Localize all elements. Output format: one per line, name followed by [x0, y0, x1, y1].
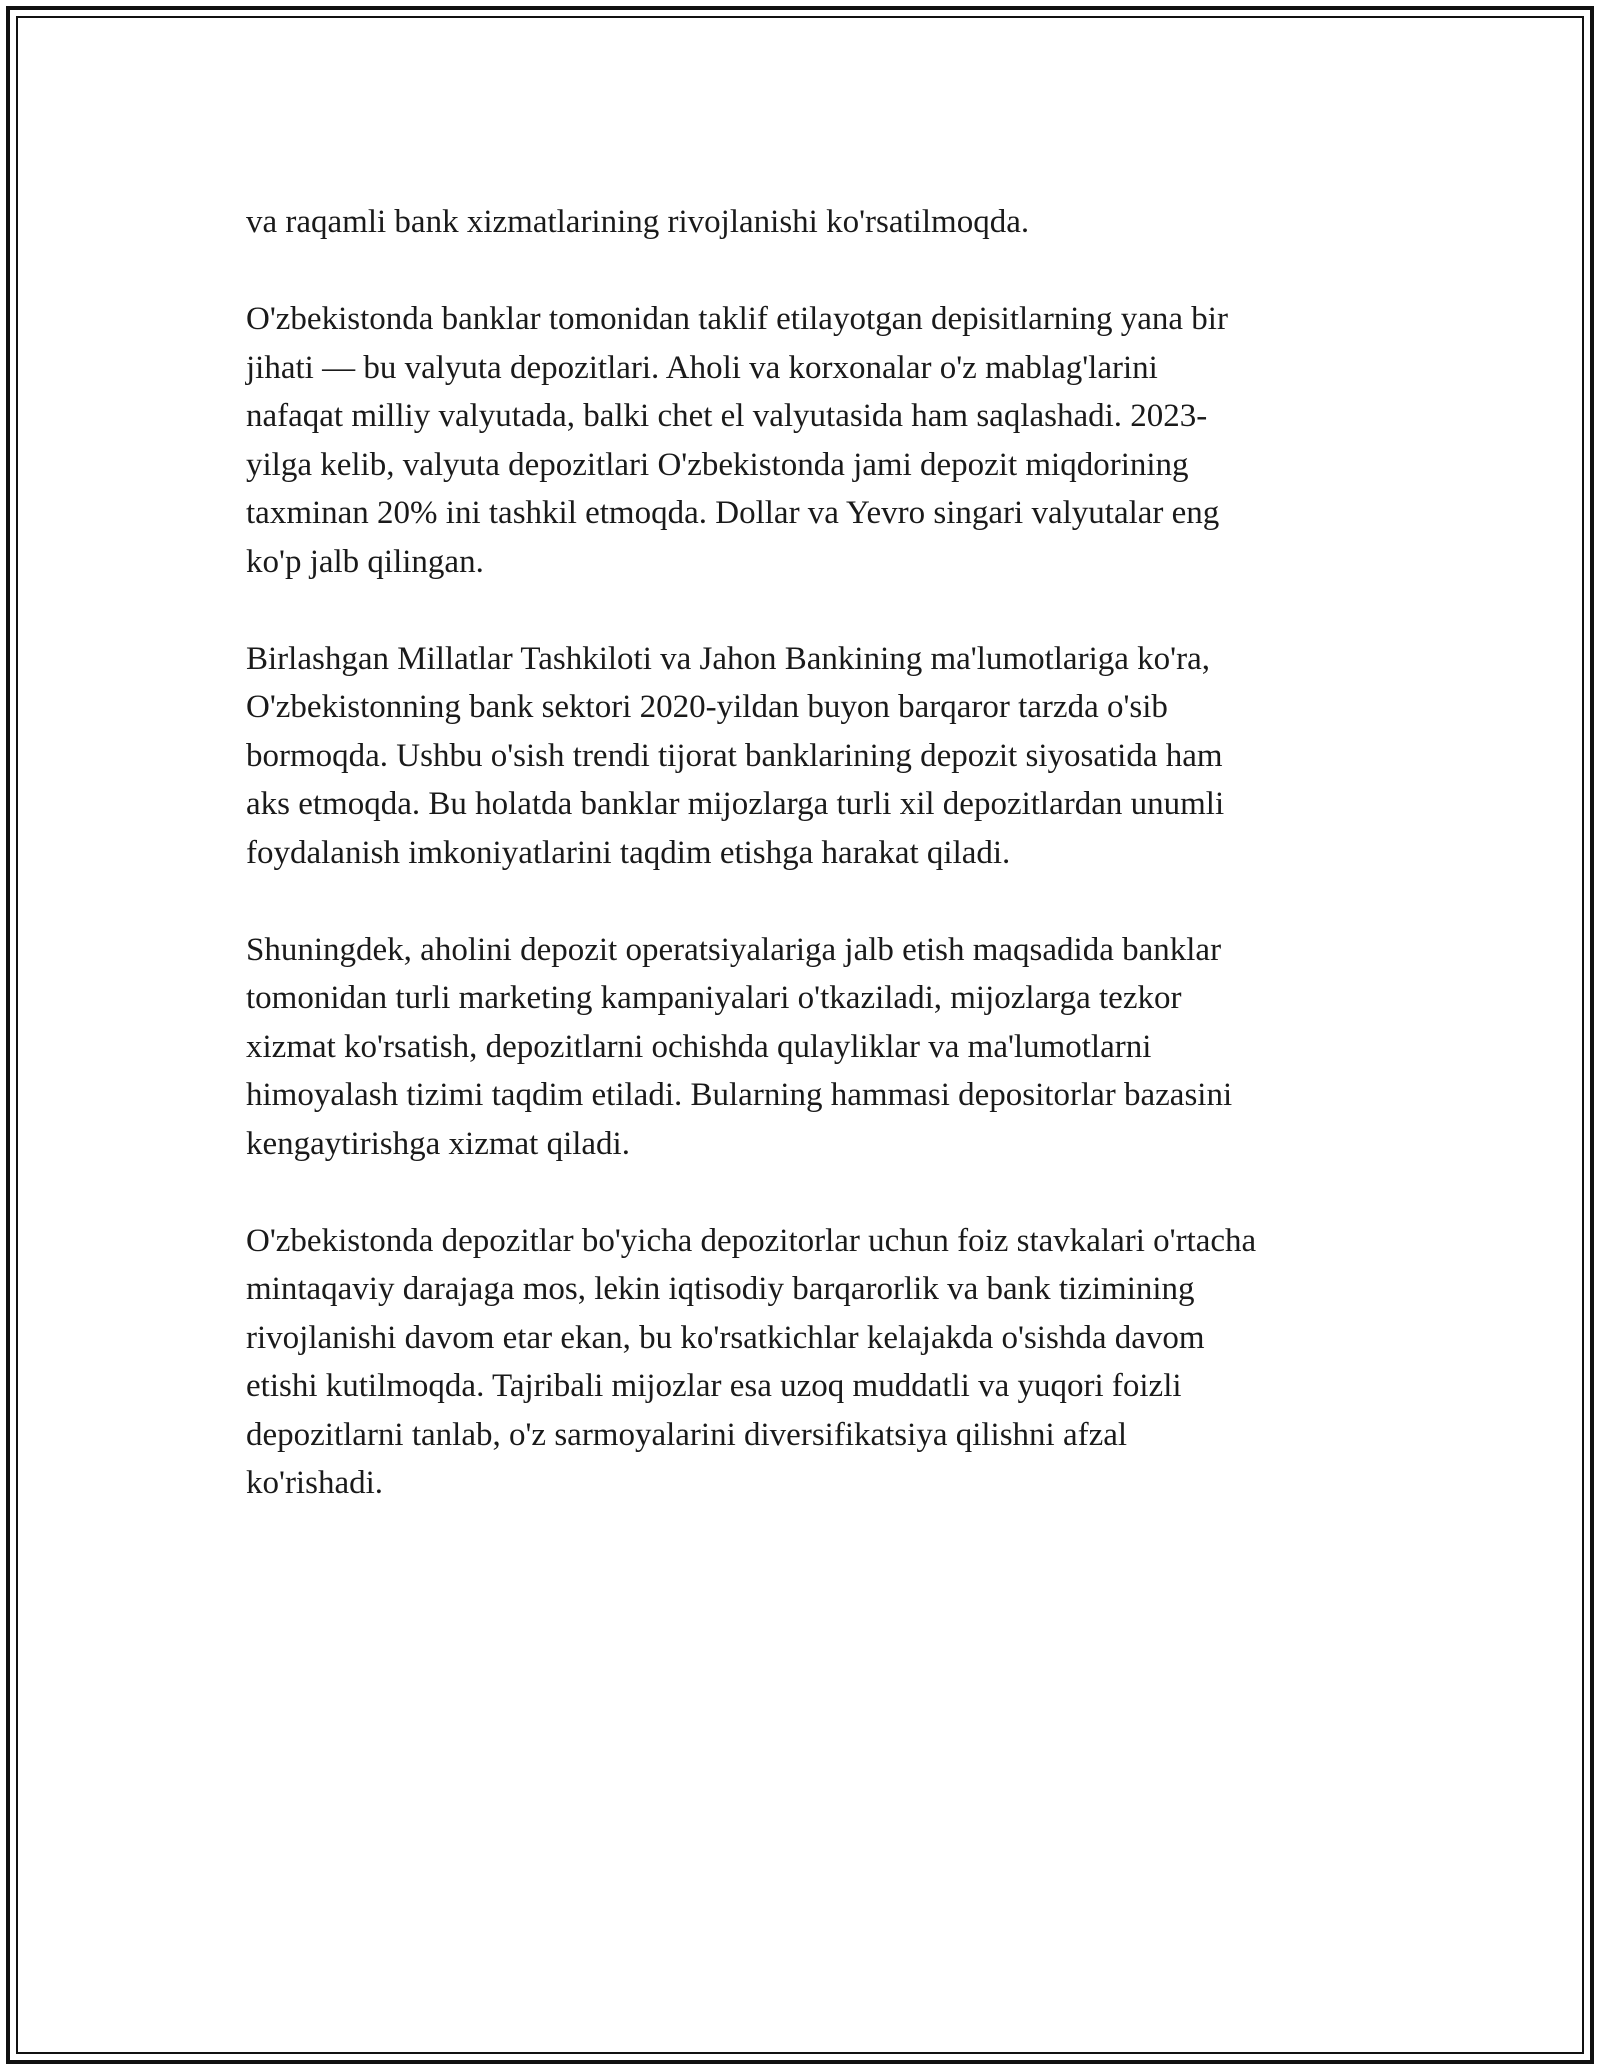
paragraph: O'zbekistonda depozitlar bo'yicha depozitorlar uchun foiz stavkalari o'rtacha mintaqaviy darajaga mos, lekin iqtisodiy barqarorlik va bank tizimining rivojlanishi davom etar ekan, bu ko'rsatkichlar kelajakda o'sishda davom etishi kutilmoqda. Tajribali mijozlar esa uzoq muddatli va yuqori foizli depozitlarni tanlab, o'z sarmoyalarini diversifikatsiya qilishni afzal ko'rishadi.	[246, 1222, 1257, 1501]
paragraph: va raqamli bank xizmatlarining rivojlanishi ko'rsatilmoqda.	[246, 204, 1030, 240]
page-content	[246, 198, 1376, 1556]
paragraph: O'zbekistonda banklar tomonidan taklif etilayotgan depisitlarning yana bir jihati — bu valyuta depozitlari. Aholi va korxonalar o'z mablag'larini nafaqat milliy valyutada, balki chet el valyutasida ham saqlashadi. 2023- yilga kelib, valyuta depozitlari O'zbekistonda jami depozit miqdorining taxminan 20% ini tashkil etmoqda. Dollar va Yevro singari valyutalar eng ko'p jalb qilingan.	[246, 301, 1228, 580]
paragraph: Shuningdek, aholini depozit operatsiyalariga jalb etish maqsadida banklar tomonidan turli marketing kampaniyalari o'tkaziladi, mijozlarga tezkor xizmat ko'rsatish, depozitlarni ochishda qulayliklar va ma'lumotlarni himoyalash tizimi taqdim etiladi. Bularning hammasi depositorlar bazasini kengaytirishga xizmat qiladi.	[246, 931, 1233, 1162]
paragraph: Birlashgan Millatlar Tashkiloti va Jahon Bankining ma'lumotlariga ko'ra, O'zbekistonning bank sektori 2020-yildan buyon barqaror tarzda o'sib bormoqda. Ushbu o'sish trendi tijorat banklarining depozit siyosatida ham aks etmoqda. Bu holatda banklar mijozlarga turli xil depozitlardan unumli foydalanish imkoniyatlarini taqdim etishga harakat qiladi.	[246, 640, 1225, 871]
page-frame	[6, 6, 1594, 2064]
